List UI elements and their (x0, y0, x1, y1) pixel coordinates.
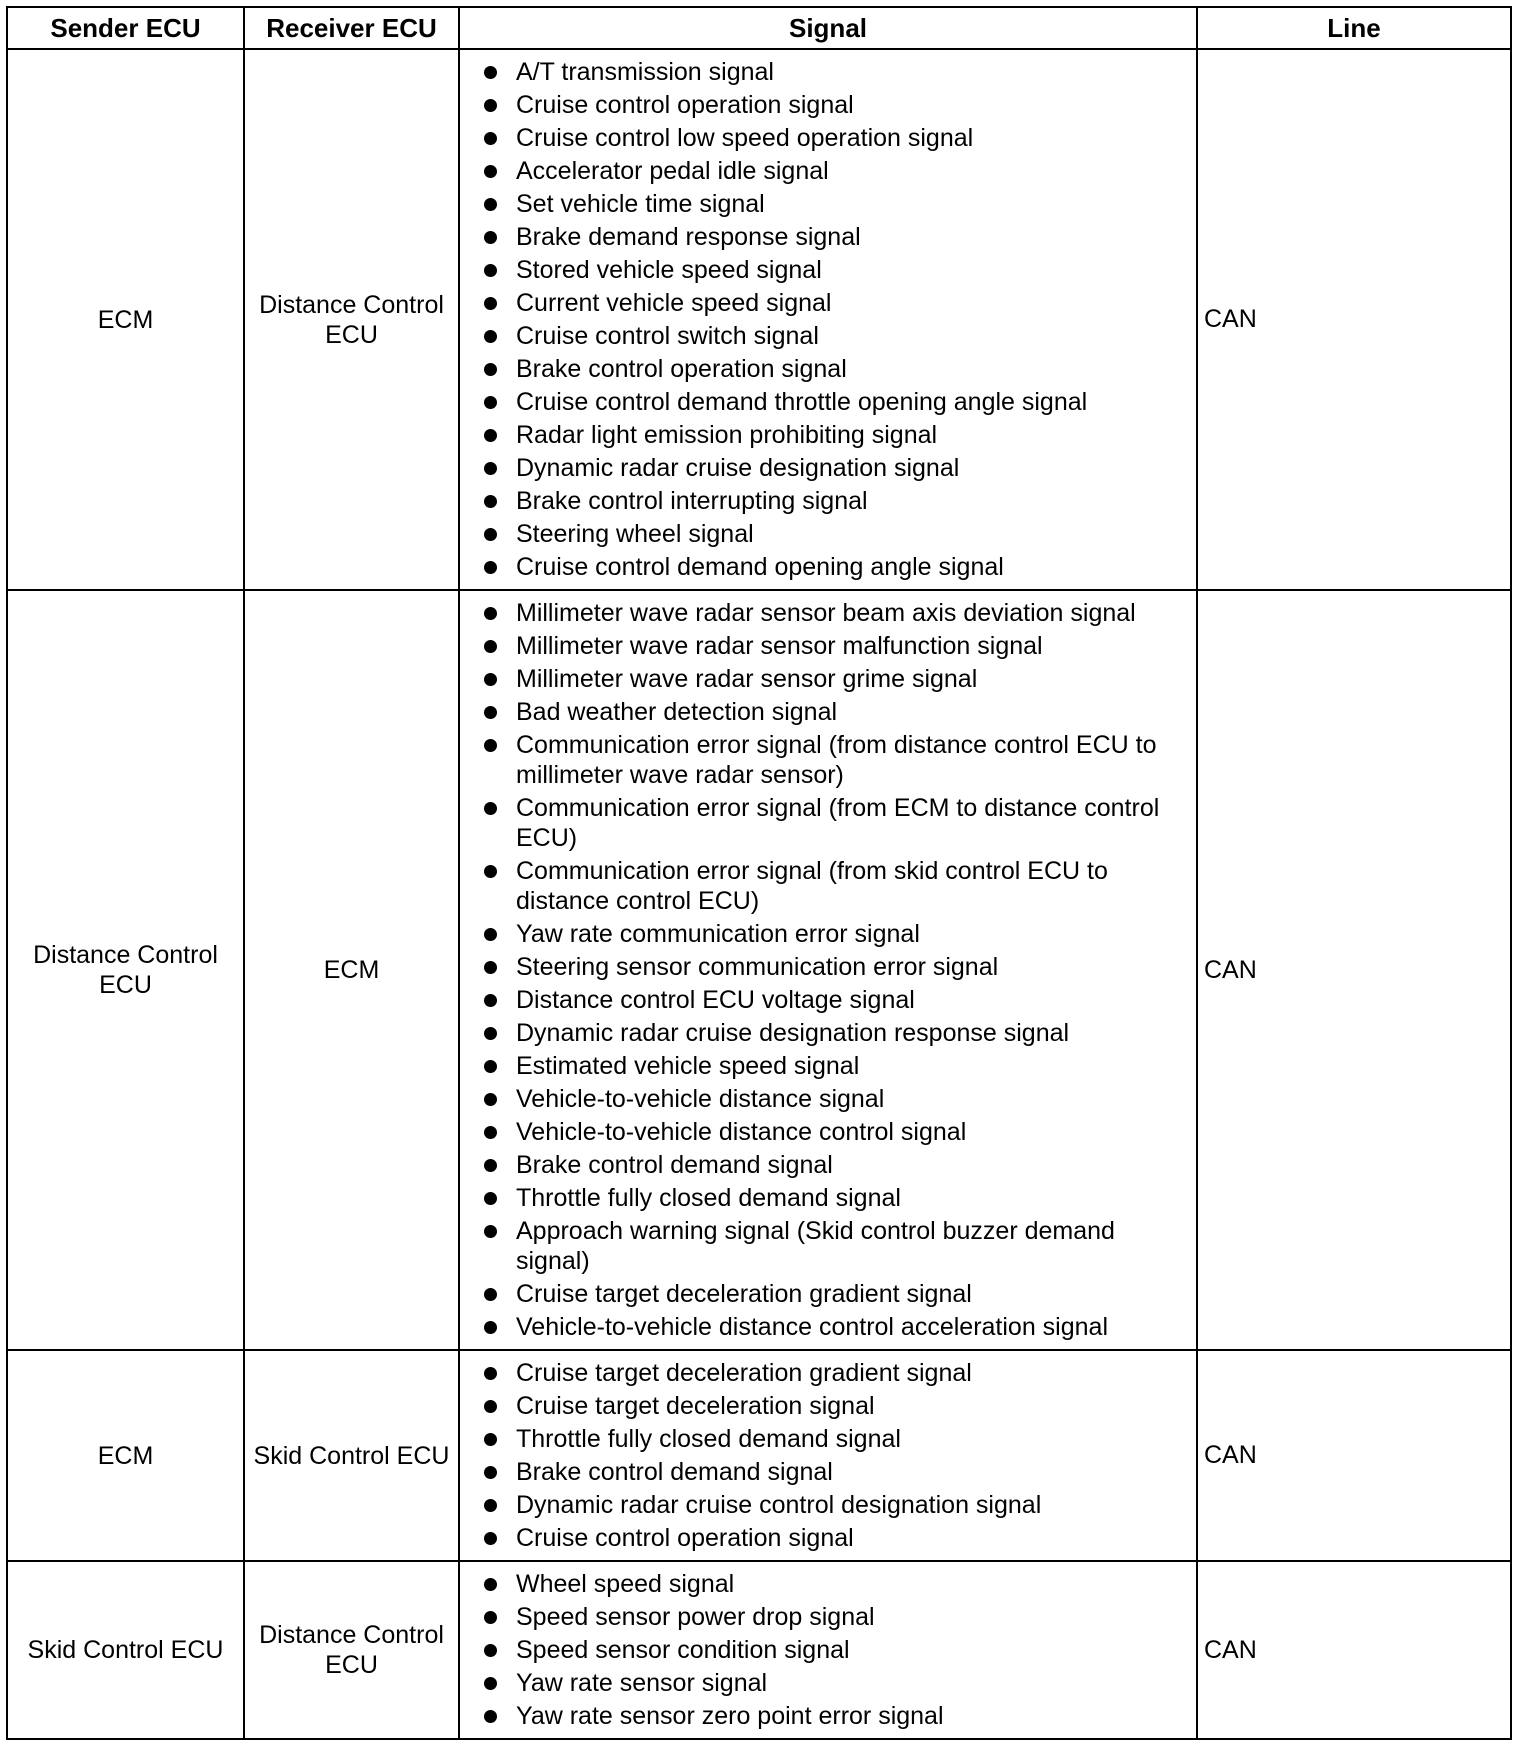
signal-item (460, 321, 1192, 351)
signal-item (460, 952, 1192, 982)
bullet-icon (484, 561, 497, 574)
receiver-ecu-cell: ECM (244, 590, 459, 1350)
signal-item (460, 598, 1192, 628)
signal-text: Speed sensor condition signal (516, 1636, 850, 1664)
bullet-icon (484, 1611, 497, 1624)
signal-text: Millimeter wave radar sensor grime signal (516, 665, 978, 693)
bullet-icon (484, 66, 497, 79)
bullet-icon (484, 528, 497, 541)
signal-text: Vehicle-to-vehicle distance signal (516, 1085, 885, 1113)
signal-item (460, 664, 1192, 694)
signal-text: Stored vehicle speed signal (516, 256, 822, 284)
signal-text: Speed sensor power drop signal (516, 1603, 875, 1631)
header-signal: Signal (459, 7, 1197, 49)
bullet-icon (484, 1400, 497, 1413)
signal-item (460, 1183, 1192, 1213)
signal-item (460, 1084, 1192, 1114)
signal-text: Cruise control low speed operation signal (516, 124, 974, 152)
bullet-icon (484, 1288, 497, 1301)
line-cell: CAN (1197, 1561, 1511, 1739)
line-cell: CAN (1197, 1350, 1511, 1561)
header-receiver-ecu: Receiver ECU (244, 7, 459, 49)
signal-text: Current vehicle speed signal (516, 289, 832, 317)
signal-text: Communication error signal (from skid control ECU to distance control ECU) (516, 857, 1108, 915)
signal-text: Cruise target deceleration signal (516, 1392, 875, 1420)
bullet-icon (484, 330, 497, 343)
bullet-icon (484, 1093, 497, 1106)
bullet-icon (484, 1710, 497, 1723)
signal-item (460, 697, 1192, 727)
signal-list-cell (459, 49, 1197, 590)
bullet-icon (484, 673, 497, 686)
signal-text: Radar light emission prohibiting signal (516, 421, 938, 449)
signal-item (460, 985, 1192, 1015)
signal-text: Steering wheel signal (516, 520, 754, 548)
bullet-icon (484, 1060, 497, 1073)
signal-list (460, 1358, 1192, 1553)
bullet-icon (484, 607, 497, 620)
bullet-icon (484, 1644, 497, 1657)
signal-text: Brake control operation signal (516, 355, 847, 383)
signal-item (460, 1668, 1192, 1698)
signal-item (460, 189, 1192, 219)
signal-text: Yaw rate communication error signal (516, 920, 920, 948)
signal-item (460, 1279, 1192, 1309)
signal-text: Cruise control operation signal (516, 91, 854, 119)
signal-text: Estimated vehicle speed signal (516, 1052, 860, 1080)
signal-list-cell (459, 1350, 1197, 1561)
signal-text: Throttle fully closed demand signal (516, 1425, 901, 1453)
signal-text: Cruise target deceleration gradient signal (516, 1359, 972, 1387)
ecu-signal-table (6, 6, 1512, 1740)
signal-text: Dynamic radar cruise designation signal (516, 454, 960, 482)
signal-text: Dynamic radar cruise control designation signal (516, 1491, 1042, 1519)
bullet-icon (484, 396, 497, 409)
signal-text: Brake control demand signal (516, 1458, 833, 1486)
bullet-icon (484, 928, 497, 941)
signal-item (460, 631, 1192, 661)
signal-text: Bad weather detection signal (516, 698, 838, 726)
bullet-icon (484, 495, 497, 508)
bullet-icon (484, 132, 497, 145)
signal-text: A/T transmission signal (516, 58, 774, 86)
signal-text: Cruise control operation signal (516, 1524, 854, 1552)
bullet-icon (484, 231, 497, 244)
signal-list (460, 57, 1192, 582)
signal-item (460, 552, 1192, 582)
bullet-icon (484, 429, 497, 442)
signal-table-wrapper (6, 6, 1512, 1740)
bullet-icon (484, 1433, 497, 1446)
signal-list-cell (459, 1561, 1197, 1739)
signal-item (460, 255, 1192, 285)
signal-text: Throttle fully closed demand signal (516, 1184, 901, 1212)
bullet-icon (484, 1532, 497, 1545)
signal-item (460, 1391, 1192, 1421)
signal-text: Yaw rate sensor signal (516, 1669, 768, 1697)
signal-text: Cruise target deceleration gradient signal (516, 1280, 972, 1308)
signal-text: Brake demand response signal (516, 223, 861, 251)
signal-text: Cruise control switch signal (516, 322, 819, 350)
signal-text: Yaw rate sensor zero point error signal (516, 1702, 944, 1730)
signal-item (460, 90, 1192, 120)
bullet-icon (484, 1466, 497, 1479)
signal-item (460, 919, 1192, 949)
signal-text: Approach warning signal (Skid control buzzer demand signal) (516, 1217, 1115, 1275)
bullet-icon (484, 739, 497, 752)
signal-item (460, 156, 1192, 186)
bullet-icon (484, 1578, 497, 1591)
signal-item (460, 1424, 1192, 1454)
signal-text: Communication error signal (from distance control ECU to millimeter wave radar sensor) (516, 731, 1157, 789)
sender-ecu-cell: Skid Control ECU (7, 1561, 244, 1739)
signal-text: Vehicle-to-vehicle distance control acceleration signal (516, 1313, 1108, 1341)
signal-item (460, 730, 1192, 790)
table-row (7, 590, 1511, 1350)
signal-item (460, 519, 1192, 549)
signal-item (460, 1602, 1192, 1632)
signal-item (460, 57, 1192, 87)
bullet-icon (484, 865, 497, 878)
signal-list-cell (459, 590, 1197, 1350)
bullet-icon (484, 462, 497, 475)
signal-text: Distance control ECU voltage signal (516, 986, 915, 1014)
signal-text: Steering sensor communication error signal (516, 953, 999, 981)
signal-item (460, 1523, 1192, 1553)
signal-text: Brake control interrupting signal (516, 487, 868, 515)
signal-item (460, 856, 1192, 916)
signal-text: Accelerator pedal idle signal (516, 157, 829, 185)
signal-text: Millimeter wave radar sensor malfunction signal (516, 632, 1043, 660)
signal-text: Dynamic radar cruise designation response signal (516, 1019, 1070, 1047)
signal-item (460, 354, 1192, 384)
table-row (7, 1561, 1511, 1739)
signal-item (460, 1018, 1192, 1048)
bullet-icon (484, 1126, 497, 1139)
signal-list (460, 598, 1192, 1342)
receiver-ecu-cell: Distance Control ECU (244, 1561, 459, 1739)
signal-item (460, 1216, 1192, 1276)
signal-item (460, 1569, 1192, 1599)
bullet-icon (484, 1159, 497, 1172)
bullet-icon (484, 1321, 497, 1334)
bullet-icon (484, 1192, 497, 1205)
signal-text: Brake control demand signal (516, 1151, 833, 1179)
signal-list (460, 1569, 1192, 1731)
sender-ecu-cell: Distance Control ECU (7, 590, 244, 1350)
signal-item (460, 1457, 1192, 1487)
signal-item (460, 387, 1192, 417)
signal-item (460, 420, 1192, 450)
bullet-icon (484, 297, 497, 310)
signal-text: Set vehicle time signal (516, 190, 765, 218)
bullet-icon (484, 363, 497, 376)
signal-item (460, 123, 1192, 153)
receiver-ecu-cell: Skid Control ECU (244, 1350, 459, 1561)
table-row (7, 49, 1511, 590)
bullet-icon (484, 1499, 497, 1512)
signal-item (460, 793, 1192, 853)
table-row (7, 1350, 1511, 1561)
signal-text: Cruise control demand throttle opening angle signal (516, 388, 1088, 416)
bullet-icon (484, 802, 497, 815)
signal-item (460, 288, 1192, 318)
signal-item (460, 1117, 1192, 1147)
bullet-icon (484, 1225, 497, 1238)
line-cell: CAN (1197, 49, 1511, 590)
signal-item (460, 1312, 1192, 1342)
table-body (7, 49, 1511, 1739)
bullet-icon (484, 165, 497, 178)
signal-item (460, 1358, 1192, 1388)
signal-item (460, 486, 1192, 516)
bullet-icon (484, 1367, 497, 1380)
sender-ecu-cell: ECM (7, 49, 244, 590)
signal-text: Vehicle-to-vehicle distance control signal (516, 1118, 967, 1146)
signal-text: Cruise control demand opening angle signal (516, 553, 1004, 581)
header-line: Line (1197, 7, 1511, 49)
bullet-icon (484, 1677, 497, 1690)
bullet-icon (484, 994, 497, 1007)
sender-ecu-cell: ECM (7, 1350, 244, 1561)
bullet-icon (484, 961, 497, 974)
receiver-ecu-cell: Distance Control ECU (244, 49, 459, 590)
header-row (7, 7, 1511, 49)
signal-item (460, 222, 1192, 252)
signal-item (460, 1051, 1192, 1081)
signal-text: Communication error signal (from ECM to distance control ECU) (516, 794, 1160, 852)
bullet-icon (484, 99, 497, 112)
signal-item (460, 453, 1192, 483)
bullet-icon (484, 198, 497, 211)
signal-item (460, 1490, 1192, 1520)
signal-item (460, 1150, 1192, 1180)
signal-item (460, 1701, 1192, 1731)
bullet-icon (484, 264, 497, 277)
bullet-icon (484, 1027, 497, 1040)
signal-item (460, 1635, 1192, 1665)
line-cell: CAN (1197, 590, 1511, 1350)
bullet-icon (484, 706, 497, 719)
signal-text: Wheel speed signal (516, 1570, 735, 1598)
signal-text: Millimeter wave radar sensor beam axis deviation signal (516, 599, 1136, 627)
header-sender-ecu: Sender ECU (7, 7, 244, 49)
bullet-icon (484, 640, 497, 653)
